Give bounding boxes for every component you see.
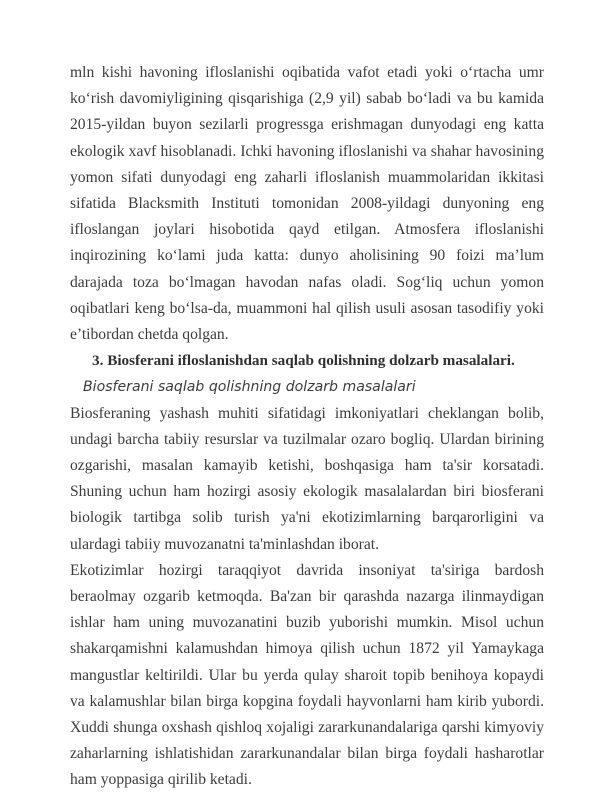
paragraph-air-pollution: mln kishi havoning ifloslanishi oqibatida vafot etadi yoki oʻrtacha umr koʻrish davomiyligining qisqarishiga (2,9 yil) sabab boʻladi va bu kamida 2015-yildan buyon sezilarli progressga erishmagan dunyodagi eng katta ekologik xavf hisoblanadi. Ichki havoning ifloslanishi va shahar havosining yomon sifati dunyodagi eng zaharli ifloslanish muammolaridan ikkitasi sifatida Blacksmith Instituti tomonidan 2008-yildagi dunyoning eng ifloslangan joylari hisobotida qayd etilgan. Atmosfera ifloslanishi inqirozining koʻlami juda katta: dunyo aholisining 90 foizi ma’lum darajada toza boʻlmagan havodan nafas oladi. Sogʻliq uchun yomon oqibatlari keng boʻlsa-da, muammoni hal qilish usuli asosan tasodifiy yoki e’tibordan chetda qolgan.	[70, 64, 544, 344]
paragraph-biosphere-resources: Biosferaning yashash muhiti sifatidagi imkoniyatlari cheklangan bolib, undagi barcha tabiiy resurslar va tuzilmalar ozaro bogliq. Ulardan birining ozgarishi, masalan kamayib ketishi, boshqasiga ham ta'sir korsatadi. Shuning uchun ham hozirgi asosiy ekologik masalalardan biri biosferani biologik tartibga solib turish ya'ni ekotizimlarning barqarorligini va ulardagi tabiiy muvozanatni ta'minlashdan iborat.	[70, 404, 544, 553]
paragraph-ecosystems-mongoose: Ekotizimlar hozirgi taraqqiyot davrida insoniyat ta'siriga bardosh beraolmay ozgarib ketmoqda. Ba'zan bir qarashda nazarga ilinmaydigan ishlar ham uning muvozanatini buzib yuborishi mumkin. Misol uchun shakarqamishni kalamushdan himoya qilish uchun 1872 yil Yamaykaga mangustlar keltirildi. Ular bu yerda qulay sharoit topib benihoya kopaydi va kalamushlar bilan birga kopgina foydali hayvonlarni ham kirib yubordi. Xuddi shunga oxshash qishloq xojaligi zararkunandalariga qarshi kimyoviy zaharlarning ishlatishidan zararkunandalar bilan birga foydali hasharotlar ham yoppasiga qirilib ketadi.	[70, 561, 544, 789]
document-text-column	[70, 60, 544, 794]
section-heading-biosphere: 3. Biosferani ifloslanishdan saqlab qolishning dolzarb masalalari.	[92, 352, 515, 370]
sub-heading-biosphere: Biosferani saqlab qolishning dolzarb masalalari	[83, 379, 416, 396]
